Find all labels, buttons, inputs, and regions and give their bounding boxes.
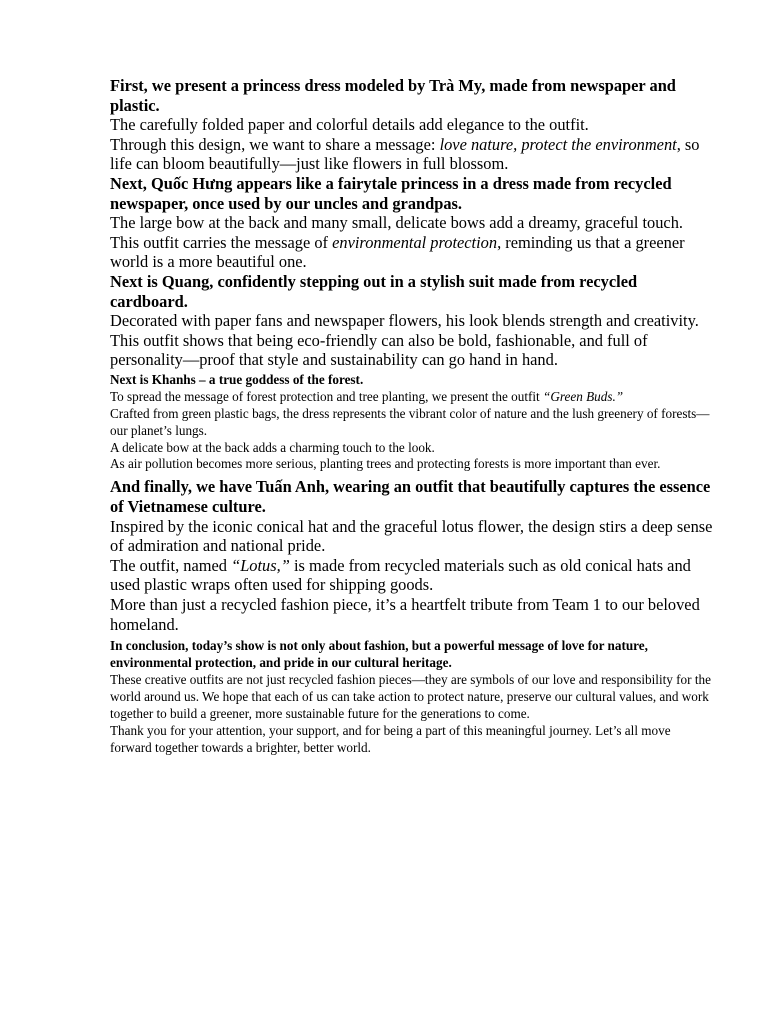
section-quang [110,272,715,370]
paragraph: Decorated with paper fans and newspaper flowers, his look blends strength and creativity. [110,311,699,331]
paragraph: The carefully folded paper and colorful details add elegance to the outfit. [110,115,589,135]
section-quoc-hung [110,174,715,272]
paragraph: Crafted from green plastic bags, the dress represents the vibrant color of nature and the lush greenery of forests—our planet’s lungs. [110,405,710,438]
text-run: , so life can bloom beautifully—just like flowers in full blossom. [110,134,700,174]
paragraph: This outfit shows that being eco-friendly can also be bold, fashionable, and full of personality—proof that style and sustainability can go hand in hand. [110,330,648,370]
section-heading: And finally, we have Tuấn Anh, wearing an outfit that beautifully captures the essence of Vietnamese culture. [110,477,711,516]
section-conclusion [110,638,715,756]
section-heading: Next is Quang, confidently stepping out in a stylish suit made from recycled cardboard. [110,271,638,311]
paragraph: As air pollution becomes more serious, planting trees and protecting forests is more important than ever. [110,456,661,472]
paragraph [110,389,715,406]
section-heading: Next, Quốc Hưng appears like a fairytale princess in a dress made from recycled newspaper, once used by our uncles and grandpas. [110,173,672,213]
paragraph [110,233,715,272]
paragraph: Thank you for your attention, your support, and for being a part of this meaningful journey. Let’s all move forward together towards a brighter, better world. [110,722,671,755]
section-khanhs [110,372,715,473]
paragraph: Inspired by the iconic conical hat and the graceful lotus flower, the design stirs a deep sense of admiration and national pride. [110,516,713,556]
paragraph [110,556,715,595]
paragraph: The large bow at the back and many small, delicate bows add a dreamy, graceful touch. [110,213,683,233]
italic-text: environmental protection [332,232,498,252]
text-run: , reminding us that a greener world is a more beautiful one. [110,232,685,272]
italic-text: “Green Buds.” [543,388,624,404]
text-run: To spread the message of forest protection and tree planting, we present the outfit [110,388,544,404]
section-heading: In conclusion, today’s show is not only about fashion, but a powerful message of love for nature, environmental protection, and pride in our cultural heritage. [110,638,648,670]
section-heading: First, we present a princess dress modeled by Trà My, made from newspaper and plastic. [110,76,676,115]
section-heading: Next is Khanhs – a true goddess of the forest. [110,371,364,387]
section-tuan-anh [110,477,715,634]
paragraph: These creative outfits are not just recycled fashion pieces—they are symbols of our love and responsibility for the world around us. We hope that each of us can take action to protect nature, preserve our cultural values, and work together to build a greener, more sustainable future for the generations to come. [110,671,711,721]
text-run: Through this design, we want to share a message: [110,134,440,154]
document-page [110,76,715,756]
paragraph: More than just a recycled fashion piece, it’s a heartfelt tribute from Team 1 to our beloved homeland. [110,594,700,634]
text-run: is made from recycled materials such as old conical hats and used plastic wraps often used for shipping goods. [110,555,691,595]
text-run: This outfit carries the message of [110,232,333,252]
paragraph [110,135,715,174]
section-tra-my [110,76,715,174]
italic-text: love nature, protect the environment [439,134,677,154]
text-run: The outfit, named [110,555,232,575]
paragraph: A delicate bow at the back adds a charming touch to the look. [110,439,435,455]
italic-text: “Lotus,” [231,555,290,575]
